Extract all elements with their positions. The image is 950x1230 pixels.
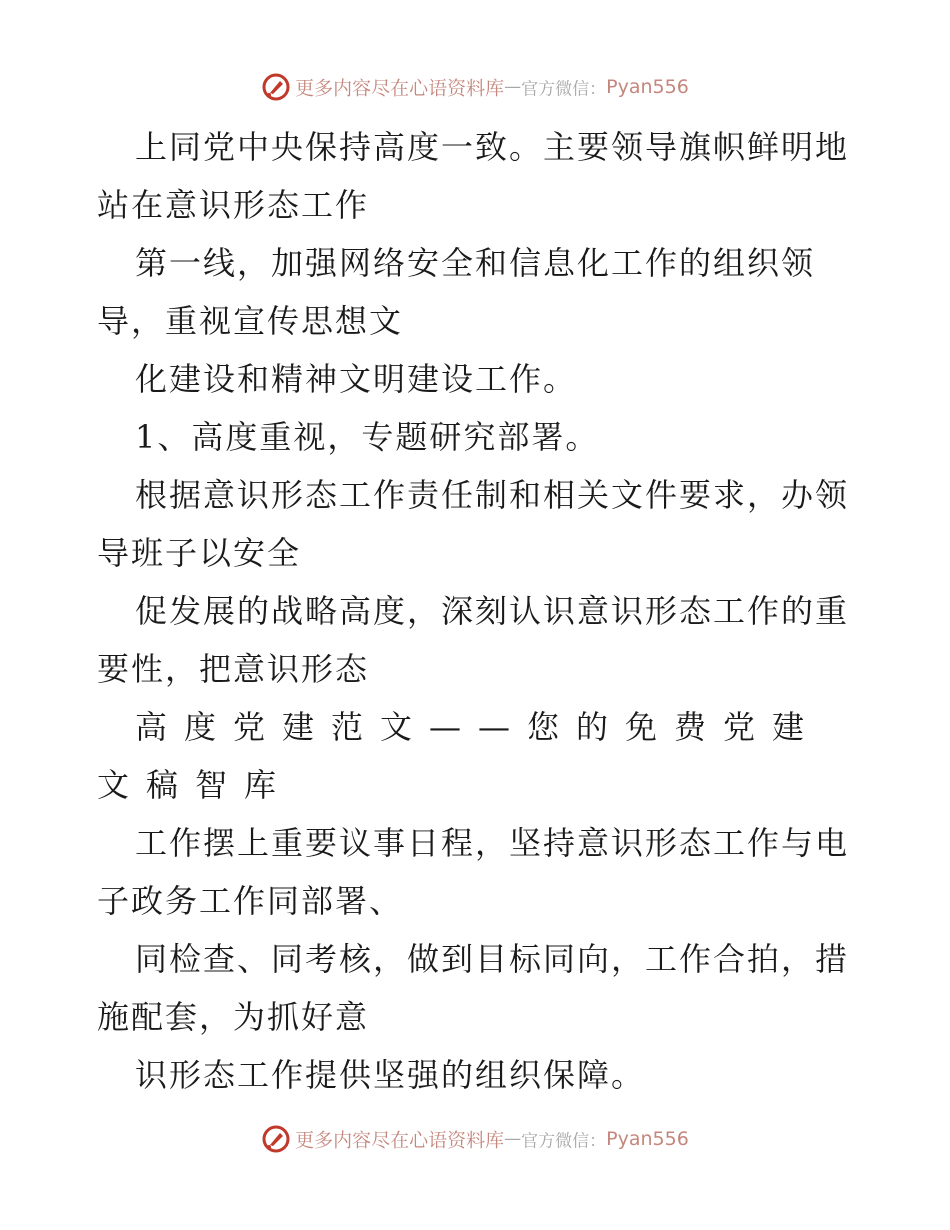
paragraph-line: 1、高度重视，专题研究部署。 [135,418,600,456]
watermark-tag: 官方微信： [521,1131,607,1152]
paragraph-line: 同检查、同考核，做到目标同向，工作合拍，措 [135,940,850,978]
paragraph-line: 施配套，为抓好意 [97,998,370,1036]
watermark-text: 更多内容尽在心语资料库 [295,77,505,100]
paragraph-line: 子政务工作同部署、 [97,882,404,920]
watermark-wechat-id: Pyan556 [606,76,689,98]
paragraph-line: 促发展的战略高度，深刻认识意识形态工作的重 [135,592,850,630]
pen-nib-logo-icon [261,1124,291,1154]
paragraph [97,408,857,466]
watermark-wechat-id: Pyan556 [606,1128,689,1150]
paragraph-line: 高度党建范文——您的免费党建 [135,708,822,746]
header-watermark [0,72,950,102]
paragraph [97,930,857,1046]
paragraph-line: 工作摆上重要议事日程，坚持意识形态工作与电 [135,824,850,862]
paragraph-line: 站在意识形态工作 [97,186,370,224]
paragraph [97,118,857,234]
paragraph-line: 根据意识形态工作责任制和相关文件要求，办领 [135,476,850,514]
watermark-tag: 官方微信： [521,79,607,100]
paragraph [97,814,857,930]
paragraph [97,350,857,408]
watermark-text: 更多内容尽在心语资料库 [295,1129,505,1152]
pen-nib-logo-icon [261,72,291,102]
paragraph [97,1046,857,1104]
paragraph-ad [97,698,857,814]
paragraph [97,582,857,698]
document-body [97,118,857,1104]
watermark-dash: — [504,77,522,97]
paragraph [97,234,857,350]
paragraph-line: 导班子以安全 [97,534,302,572]
footer-watermark [0,1124,950,1154]
paragraph-line: 要性，把意识形态 [97,650,370,688]
paragraph [97,466,857,582]
watermark-dash: — [504,1129,522,1149]
paragraph-line: 识形态工作提供坚强的组织保障。 [135,1056,646,1094]
paragraph-line: 文稿智库 [97,766,294,804]
paragraph-line: 第一线，加强网络安全和信息化工作的组织领 [135,244,816,282]
paragraph-line: 上同党中央保持高度一致。主要领导旗帜鲜明地 [135,128,850,166]
paragraph-line: 化建设和精神文明建设工作。 [135,360,578,398]
paragraph-line: 导，重视宣传思想文 [97,302,404,340]
